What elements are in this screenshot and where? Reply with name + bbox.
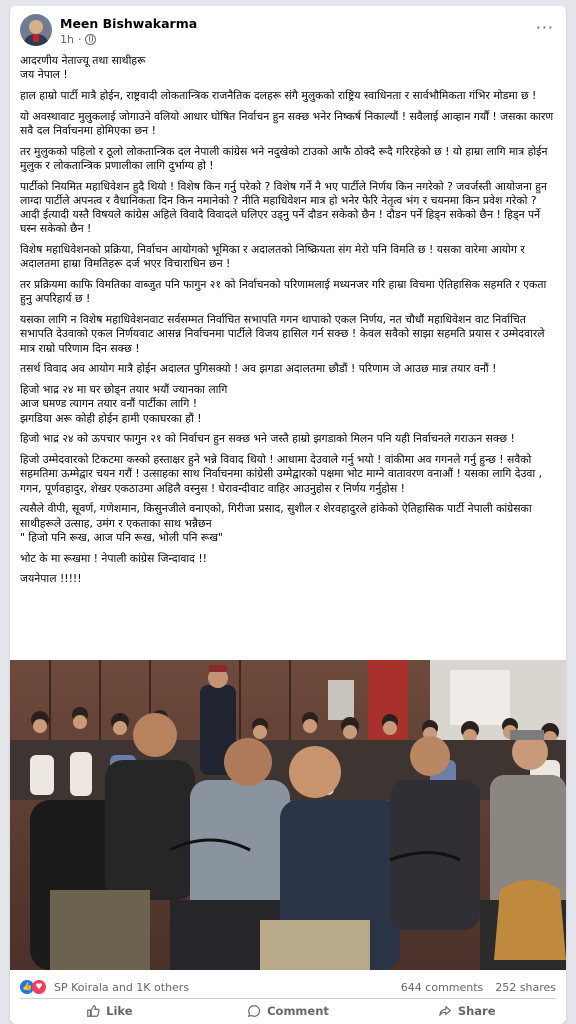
reactions-bar — [20, 980, 556, 996]
author-avatar[interactable] — [20, 14, 52, 46]
post-paragraph: विशेष महाधिवेशनको प्रक्रिया, निर्वाचन आयोगको भूमिका र अदालतको निष्क्रियता संग मेरो पनि विमति छ ! यसका वारेमा आयोग र अदालतमा हाम्रा विमतिहरू दर्ज भएर विचाराधिन छन ! — [20, 243, 525, 271]
post-paragraph: जयनेपाल !!!!! — [20, 572, 82, 586]
reaction-icons[interactable] — [20, 980, 46, 994]
post-paragraph: तर मुलुकको पहिलो र ठूलो लोकतान्त्रिक दल नेपाली कांग्रेस भने नदुखेको टाउको आफै ठोक्दै रूदै गरिरहेको छ ! यो हाम्रा लागि मात्र होईन मुलुक र लोकतान्त्रिक प्रणालीका लागि दुर्भाग्य हो ! — [20, 144, 548, 172]
post-photo[interactable] — [10, 660, 566, 970]
engagement-counts — [401, 981, 556, 994]
globe-icon — [85, 34, 96, 45]
post-paragraph: यसका लागि न विशेष महाधिवेशनवाट सर्वसम्मत निर्वाचित सभापति गगन थापाको एकल निर्णय, नत चौधौं महाधिवेशन वाट निर्वाचित सभापति देउवाको एकल निर्णयवाट आसन्न निर्वाचनमा पार्टीले विजय हासिल गर्न सक्छ ! केवल सवैको साझा सहमति प्रयास र उम्मेदवारले मात्र राम्रो परिणाम दिन सक्छ ! — [20, 313, 545, 355]
like-icon — [86, 1004, 100, 1018]
shares-count[interactable]: 252 shares — [495, 981, 556, 994]
post-paragraph: हिजो उम्मेदवारको टिकटमा कस्को हस्ताक्षर हुने भन्ने विवाद थियो ! आधामा देउवाले गर्नु भयो ! वांकीमा अव गगनले गर्नु हुन्छ ! सवैको सहमतिमा ऊम्मेद्वार चयन गरौं ! उत्साहका साथ निर्वाचनमा कांग्रेसी उम्मेद्वारको पक्षमा भोट माग्ने वातावरण वनाऔं ! यसका लागि देउवा , गगन, पूर्णवहादुर, शेखर एकठाउमा अहिलै वस्नुस ! घेरावन्दीवाट वाहिर आउनुहोस र निर्णय गर्नुहोस ! — [20, 453, 543, 495]
more-options-icon[interactable]: ··· — [535, 18, 554, 37]
heart-icon: ♥ — [32, 980, 46, 994]
post-header — [20, 14, 556, 50]
share-label: Share — [457, 1004, 496, 1018]
meta-separator: · — [77, 33, 82, 46]
post-paragraph: पार्टीको नियमित महाधिवेशन हुदै थियो ! विशेष किन गर्नु परेको ? विशेष गर्ने नै भए पार्टीले निर्णय किन नगरेको ? जवर्जस्ती आयोजना हुन लाग्दा पार्टीले अपनत्व र वैधानिकता दिन किन नमानेको ? नीति महाधिवेशन मात्र हो भनेर फेरि नेतृत्व भंग र चयनमा किन प्रवेश गरेको ? आदी ईत्यादी यस्तै विषयले कांग्रेस अहिले विवादै विवादले घलिएर उड्नु पर्ने दौडन सकेको छैन ! दौडन पर्ने हिड्न सकेको छैन ! हिड्न पर्ने घस्न सकेको छैन ! — [20, 179, 547, 236]
post-paragraph: त्यसैले वीपी, सूवर्ण, गणेशमान, किसुनजीले वनाएको, गिरीजा प्रसाद, सुशील र शेरवहादुरले हांकेको ऐतिहासिक पार्टी नेपाली कांग्रेसका साथीहरूले उत्साह, उमंग र एकताका साथ भन्नैछन " हिजो पनि रूख, आज पनि रूख, भोली पनि रूख" — [20, 502, 532, 544]
post-paragraph: हिजो भाद्र २४ मा घर छोड्न तयार भयौं ज्यानका लागि आज घमण्ड त्यागन तयार वनौं पार्टीका लागि ! झगडिया अरू कोही होईन हामी एकाघरका हौं ! — [20, 383, 228, 425]
post-paragraph: हिजो भाद्र २४ को ऊपचार फागुन २१ को निर्वाचन हुन सक्छ भने जस्तै हाम्रो झगडाको मिलन पनि यही निर्वाचनले गराऊन सक्छ ! — [20, 432, 515, 446]
post-card — [10, 6, 566, 1024]
actions-divider — [20, 998, 556, 999]
post-paragraph: हाल हाम्रो पार्टी मात्रै होईन, राष्ट्रवादी लोकतान्त्रिक राजनैतिक दलहरू संगै मुलुकको राष्ट्रिय स्वाधिनता र सार्वभौमिकता गंभिर मोडमा छ ! — [20, 89, 537, 102]
comments-count[interactable]: 644 comments — [400, 981, 484, 994]
author-name[interactable]: Meen Bishwakarma — [60, 16, 198, 31]
post-paragraph: तर प्रक्रियमा काफि विमतिका वाब्जुत पनि फागुन २१ को निर्वाचनको परिणामलाई मध्यनजर गरि हाम्रा विचमा ऐतिहासिक सहमति र एकता हुनु अपरिहार्य छ ! — [20, 278, 547, 306]
post-paragraph: भोट के मा रूखमा ! नेपाली कांग्रेस जिन्दावाद !! — [20, 551, 208, 565]
post-paragraph: आदरणीय नेताज्यू तथा साथीहरू जय नेपाल ! — [20, 54, 146, 82]
like-button[interactable] — [20, 1000, 199, 1022]
reactions-summary[interactable]: SP Koirala and 1K others — [54, 981, 190, 994]
comment-label: Comment — [267, 1004, 329, 1018]
like-label: Like — [106, 1004, 133, 1018]
post-time[interactable]: 1h — [60, 33, 74, 46]
post-paragraph: यो अवस्थावाट मुलुकलाई जोगाउने वलियो आधार घोषित निर्वाचन हुन सक्छ भनेर निष्कर्ष निकाल्यौं ! सवैलाई आव्हान गर्यौं ! जसका कारण सवै दल निर्वाचनमा होमिएका छन ! — [20, 109, 554, 137]
share-icon — [438, 1004, 452, 1018]
share-button[interactable] — [377, 1000, 556, 1022]
thumbs-up-icon: 👍 — [20, 980, 34, 994]
post-body — [20, 54, 556, 593]
post-actions — [20, 1000, 556, 1022]
comment-icon — [247, 1004, 261, 1018]
post-meta — [60, 33, 96, 46]
post-paragraph: तसर्थ विवाद अव आयोग मात्रै होईन अदालत पुगिसक्यो ! अव झगडा अदालतमा छौडौं ! परिणाम जे आउछ मान्न तयार वनौं ! — [20, 362, 497, 376]
comment-button[interactable] — [199, 1000, 378, 1022]
